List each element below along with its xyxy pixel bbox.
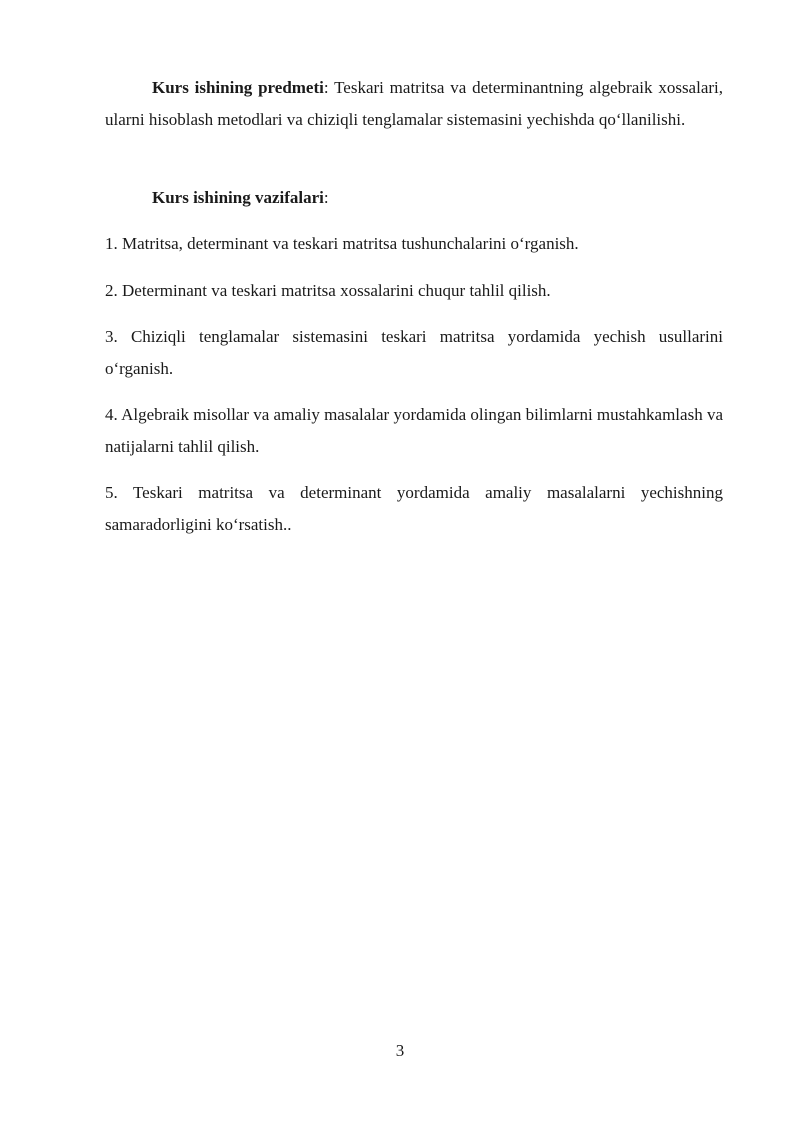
task-item: 1. Matritsa, determinant va teskari matritsa tushunchalarini o‘rganish. [105, 234, 579, 253]
course-tasks-label: Kurs ishining vazifalari [152, 188, 324, 207]
task-item: 4. Algebraik misollar va amaliy masalalar yordamida olingan bilimlarni mustahkamlash va natijalarni tahlil qilish. [105, 405, 723, 456]
course-subject-paragraph [105, 72, 723, 136]
task-item: 3. Chiziqli tenglamalar sistemasini teskari matritsa yordamida yechish usullarini o‘rganish. [105, 327, 723, 378]
page-number: 3 [395, 1041, 405, 1060]
task-item: 5. Teskari matritsa va determinant yordamida amaliy masalalarni yechishning samaradorligini ko‘rsatish.. [105, 483, 723, 534]
course-tasks-separator: : [323, 188, 329, 207]
course-subject-text: Teskari matritsa va determinantning algebraik xossalari, ularni hisoblash metodlari va chiziqli tenglamalar sistemasini yechishda qo‘llanilishi. [105, 78, 724, 129]
course-subject-label: Kurs ishining predmeti [152, 78, 324, 97]
task-item: 2. Determinant va teskari matritsa xossalarini chuqur tahlil qilish. [105, 281, 551, 300]
course-subject-separator: : [323, 78, 329, 97]
course-tasks-heading [105, 182, 723, 214]
